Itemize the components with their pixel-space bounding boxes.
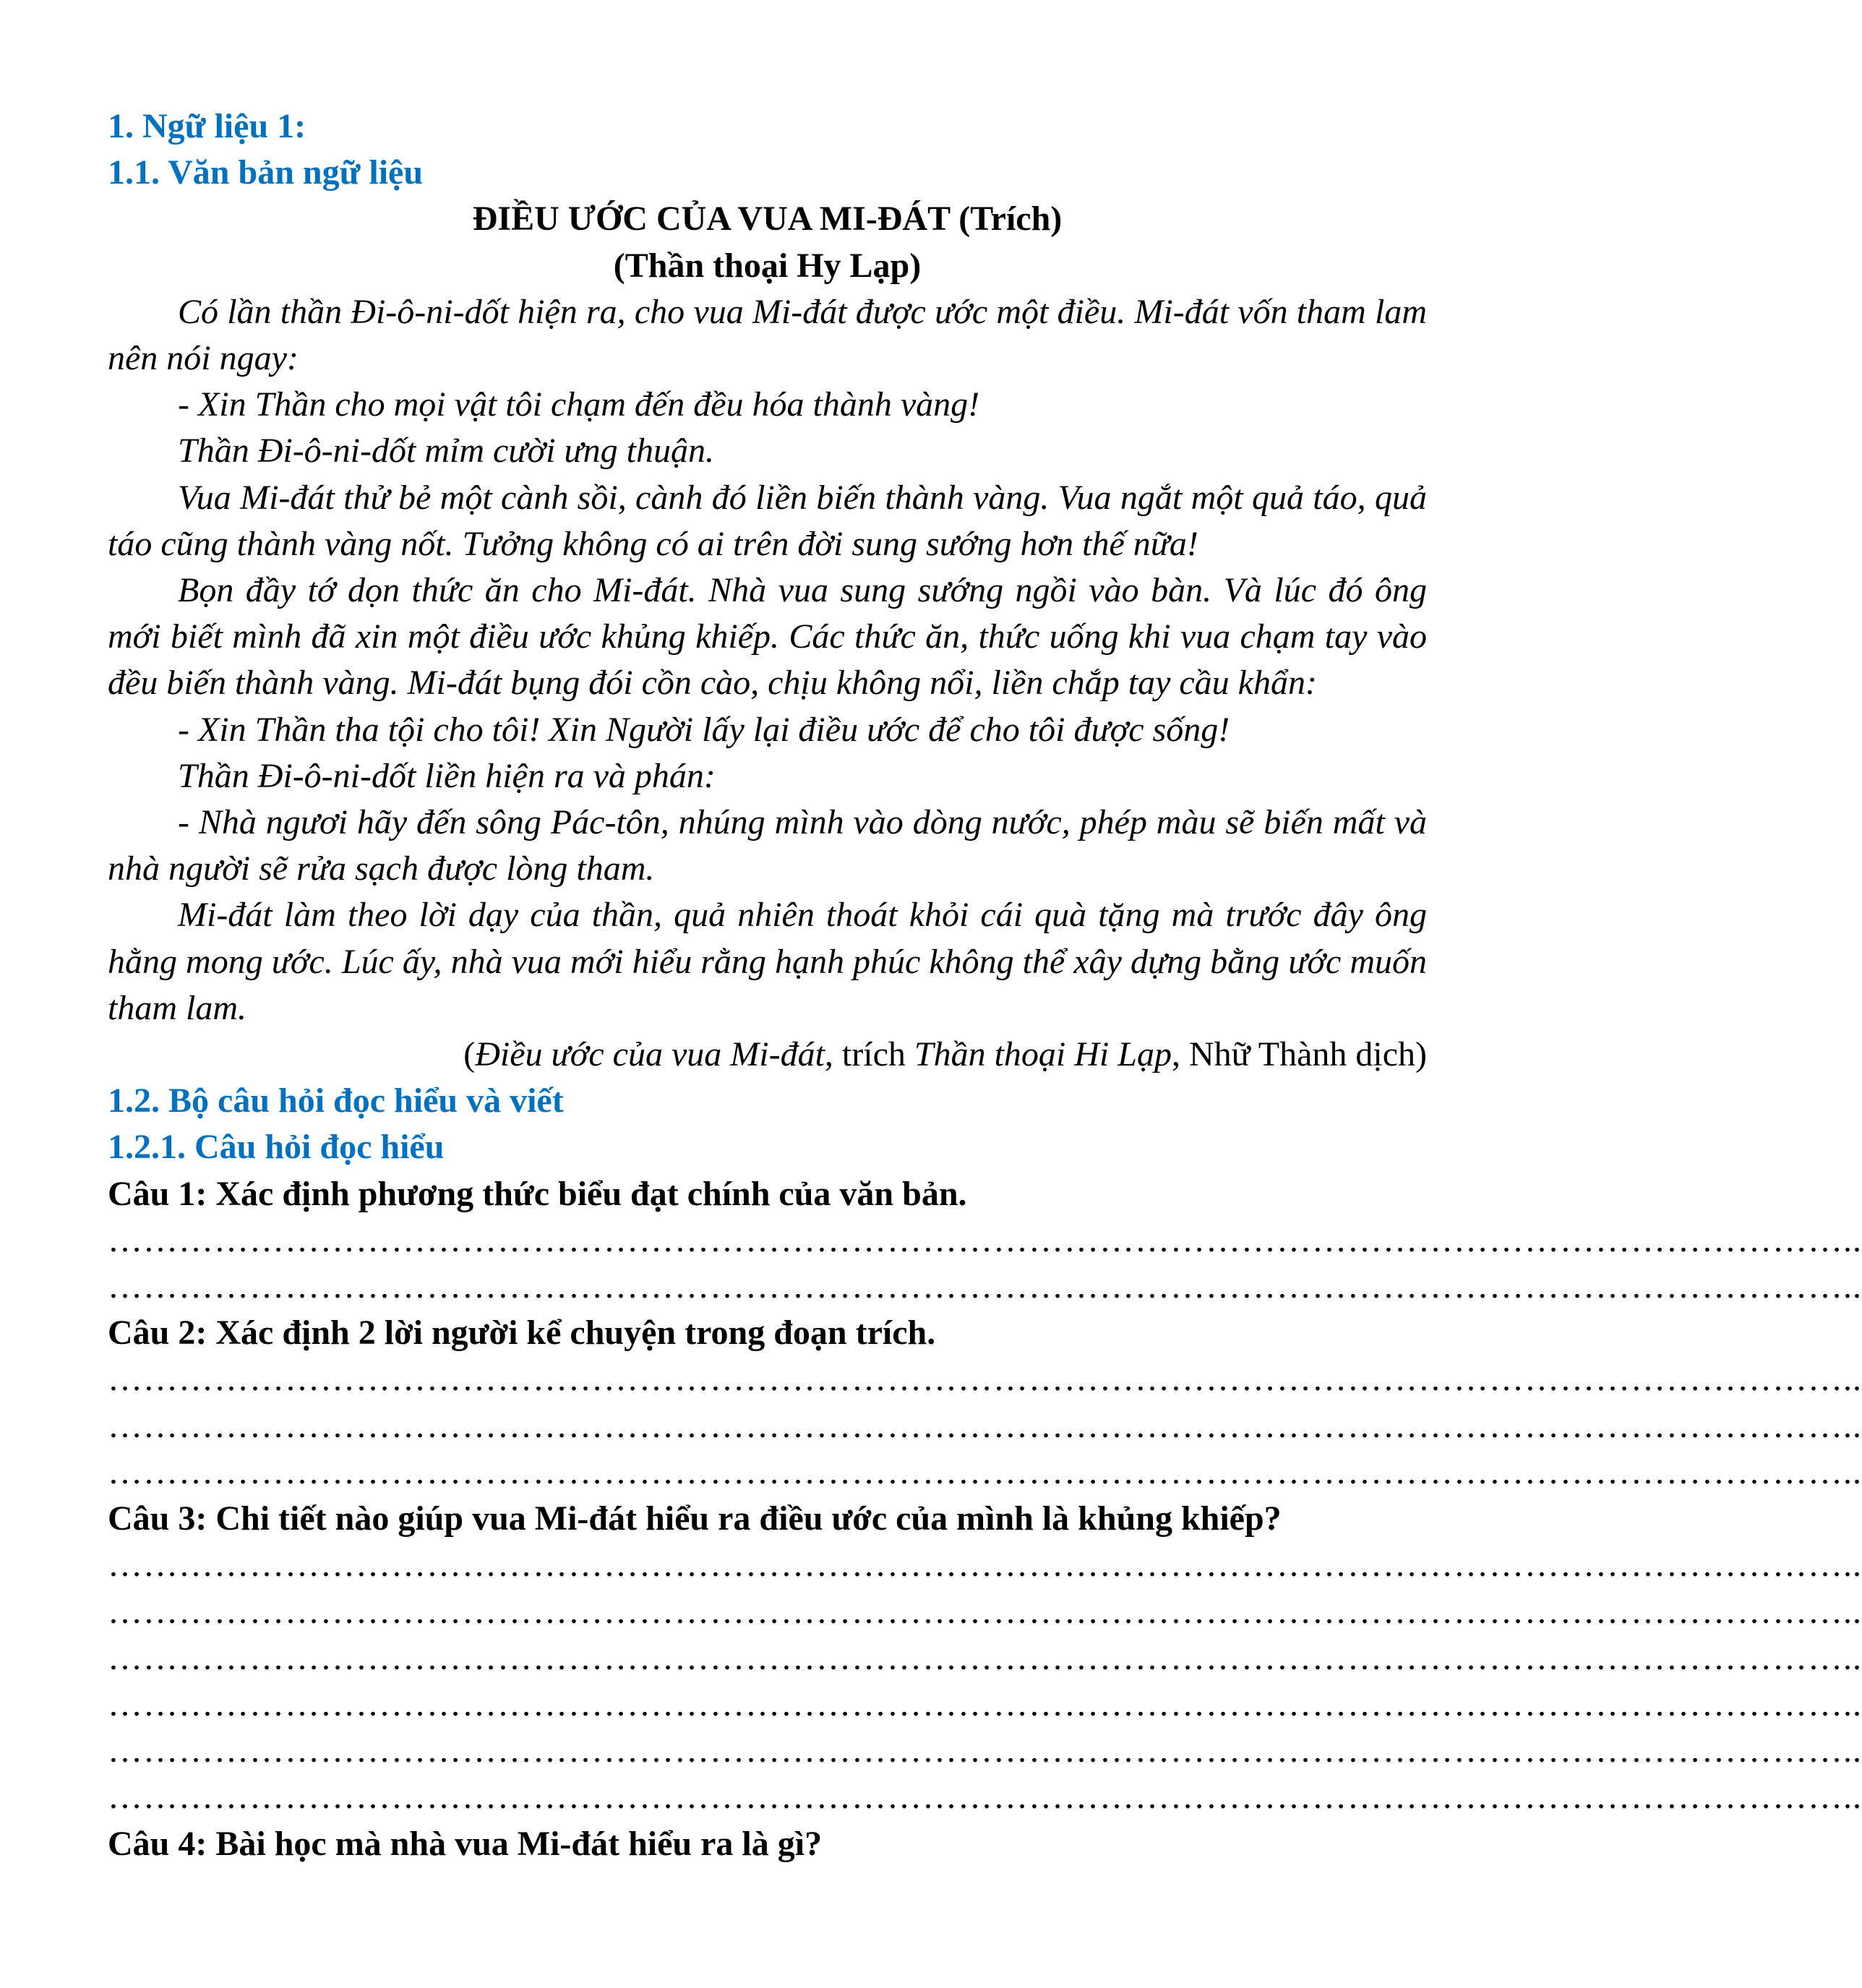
story-paragraph: Thần Đi-ô-ni-dốt mỉm cười ưng thuận. [178,432,714,471]
story-title: ĐIỀU ƯỚC CỦA VUA MI-ĐÁT (Trích) [472,200,1063,239]
answer-line[interactable]: ………………………………………………………………………………………………………………………………….. [108,1684,1862,1723]
story-paragraph: Vua Mi-đát thử bẻ một cành sồi, cành đó liền biến thành vàng. Vua ngắt một quả táo, quả táo cũng thành vàng nốt. Tưởng không có ai trên đời sung sướng hơn thế nữa! [108,478,1427,563]
citation-work: Điều ước của vua Mi-đát [475,1035,825,1074]
story-paragraph: Có lần thần Đi-ô-ni-dốt hiện ra, cho vua Mi-đát được ước một điều. Mi-đát vốn tham lam nên nói ngay: [108,292,1427,378]
answer-line[interactable]: ………………………………………………………………………………………………………………………………….. [108,1731,1862,1770]
answer-line[interactable]: ………………………………………………………………………………………………………………………………….. [108,1638,1862,1677]
citation-open: ( [463,1035,476,1074]
answer-line[interactable]: ………………………………………………………………………………………………………………………………….. [108,1546,1862,1585]
question-1: Câu 1: Xác định phương thức biểu đạt chính của văn bản. [108,1174,967,1213]
answer-line[interactable]: ………………………………………………………………………………………………………………………………….. [108,1452,1862,1491]
document-page [108,103,1862,1867]
answer-line[interactable]: ………………………………………………………………………………………………………………………………….. [108,1267,1862,1306]
story-paragraph: - Xin Thần cho mọi vật tôi chạm đến đều hóa thành vàng! [178,385,980,424]
question-4: Câu 4: Bài học mà nhà vua Mi-đát hiểu ra là gì? [108,1824,823,1863]
answer-line[interactable]: ………………………………………………………………………………………………………………………………….. [108,1778,1862,1817]
answer-line[interactable]: ………………………………………………………………………………………………………………………………….. [108,1592,1862,1631]
section-heading-1-1: 1.1. Văn bản ngữ liệu [108,153,424,192]
section-heading-1-2-1: 1.2.1. Câu hỏi đọc hiểu [108,1128,445,1167]
section-heading-1-2: 1.2. Bộ câu hỏi đọc hiểu và viết [108,1081,564,1121]
story-text [108,289,1427,1032]
section-heading-1: 1. Ngữ liệu 1: [108,107,306,145]
question-2: Câu 2: Xác định 2 lời người kể chuyện trong đoạn trích. [108,1314,936,1353]
question-3: Câu 3: Chi tiết nào giúp vua Mi-đát hiểu ra điều ước của mình là khủng khiếp? [108,1499,1282,1538]
citation-end: , Nhữ Thành dịch) [1171,1035,1427,1074]
question-list [108,1171,1862,1867]
answer-line[interactable]: ………………………………………………………………………………………………………………………………….. [108,1220,1862,1259]
answer-line[interactable]: ………………………………………………………………………………………………………………………………….. [108,1360,1862,1399]
story-paragraph: Thần Đi-ô-ni-dốt liền hiện ra và phán: [178,756,716,795]
story-paragraph: Bọn đầy tớ dọn thức ăn cho Mi-đát. Nhà vua sung sướng ngồi vào bàn. Và lúc đó ông mới biết mình đã xin một điều ước khủng khiếp. Các thức ăn, thức uống khi vua chạm tay vào đều biến thành vàng. Mi-đát bụng đói cồn cào, chịu không nổi, liền chắp tay cầu khẩn: [108,571,1427,703]
story-paragraph: - Xin Thần tha tội cho tôi! Xin Người lấy lại điều ước để cho tôi được sống! [178,710,1230,749]
citation-mid: , trích [824,1035,914,1074]
answer-line[interactable]: ………………………………………………………………………………………………………………………………….. [108,1406,1862,1445]
story-paragraph: Mi-đát làm theo lời dạy của thần, quả nhiên thoát khỏi cái quà tặng mà trước đây ông hằng mong ước. Lúc ấy, nhà vua mới hiểu rằng hạnh phúc không thể xây dựng bằng ước muốn tham lam. [108,896,1427,1027]
story-paragraph: - Nhà ngươi hãy đến sông Pác-tôn, nhúng mình vào dòng nước, phép màu sẽ biến mất và nhà người sẽ rửa sạch được lòng tham. [108,803,1427,888]
story-subtitle: (Thần thoại Hy Lạp) [613,246,922,285]
citation-source: Thần thoại Hi Lạp [914,1035,1172,1074]
citation [108,1032,1427,1078]
